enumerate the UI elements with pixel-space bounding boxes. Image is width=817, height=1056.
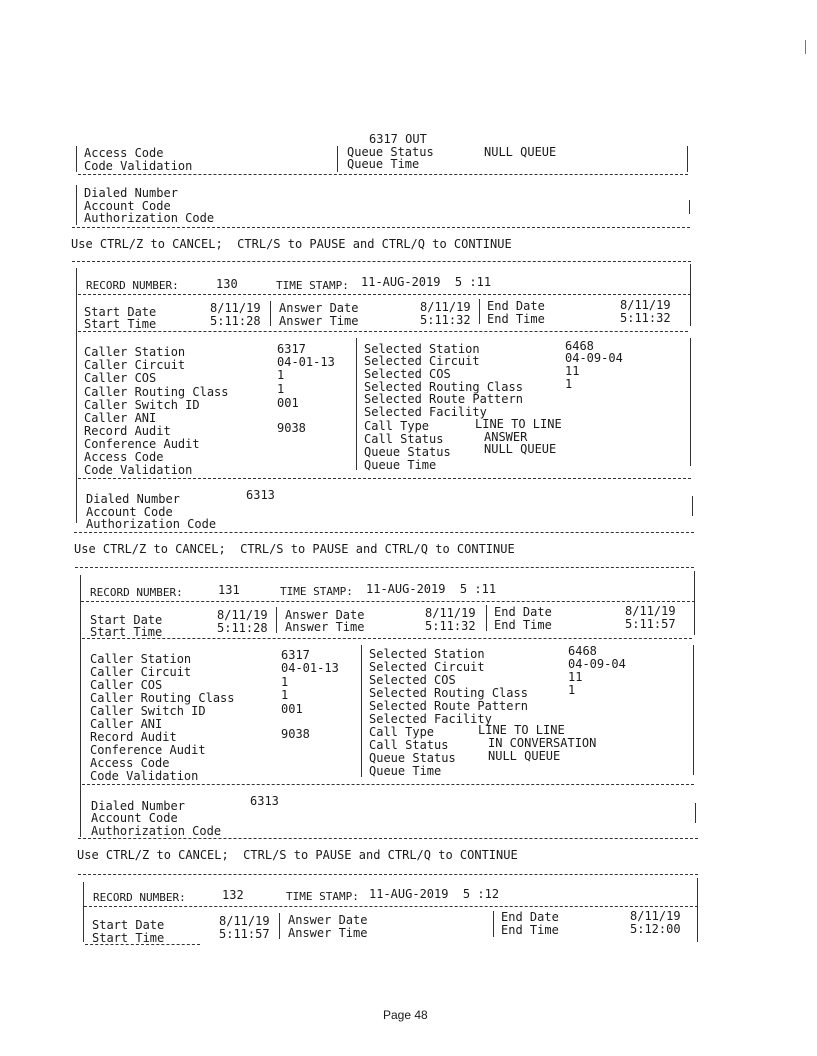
end-time: 5:11:57 [625, 617, 676, 631]
access-code-label: Access Code [84, 146, 164, 160]
vertical-rule [361, 645, 362, 777]
caller-station: 6317 [281, 648, 310, 662]
continue-prompt: Use CTRL/Z to CANCEL; CTRL/S to PAUSE and CTRL/Q to CONTINUE [74, 542, 515, 556]
record-audit-label: Record Audit [90, 730, 177, 744]
queue-status-label: Queue Status [347, 145, 434, 159]
end-time: 5:11:32 [620, 311, 671, 325]
conference-audit-label: Conference Audit [84, 437, 200, 451]
code-validation-label: Code Validation [84, 463, 193, 477]
vertical-rule [687, 146, 688, 172]
selected-cos: 11 [568, 670, 583, 684]
continue-prompt: Use CTRL/Z to CANCEL; CTRL/S to PAUSE and CTRL/Q to CONTINUE [77, 848, 518, 862]
start-date-label: Start Date [84, 305, 157, 319]
record-number: 130 [216, 277, 238, 291]
vertical-rule [689, 200, 690, 214]
call-status-label: Call Status [369, 738, 449, 752]
selected-station: 6468 [568, 644, 597, 658]
divider [81, 601, 695, 602]
start-time: 5:11:28 [210, 314, 261, 328]
end-date-label: End Date [487, 299, 545, 313]
caller-cos-label: Caller COS [84, 371, 157, 385]
time-stamp-label: TIME STAMP: [280, 585, 353, 598]
start-date: 8/11/19 [217, 608, 268, 622]
call-status: ANSWER [484, 430, 528, 444]
selected-cos-label: Selected COS [369, 673, 456, 687]
caller-routing-class-label: Caller Routing Class [84, 385, 229, 399]
vertical-rule [695, 803, 696, 823]
time-stamp: 11-AUG-2019 5 :12 [369, 887, 500, 901]
caller-circuit-label: Caller Circuit [84, 358, 186, 372]
end-time-label: End Time [501, 923, 559, 937]
time-stamp-label: TIME STAMP: [286, 890, 359, 903]
access-code-label: Access Code [90, 756, 170, 770]
authorization-code-label: Authorization Code [86, 517, 217, 531]
answer-date-label: Answer Date [288, 913, 368, 927]
queue-status-label: Queue Status [369, 751, 456, 765]
start-time-label: Start Time [92, 931, 165, 945]
scan-edge-mark [805, 40, 806, 54]
vertical-rule [76, 146, 77, 172]
selected-station: 6468 [565, 339, 594, 353]
answer-time: 5:11:32 [425, 619, 476, 633]
record-number: 131 [218, 583, 240, 597]
end-date: 8/11/19 [625, 604, 676, 618]
divider [82, 784, 694, 785]
call-status: IN CONVERSATION [488, 736, 597, 750]
divider [78, 174, 688, 175]
dialed-number-label: Dialed Number [86, 492, 180, 506]
call-type: LINE TO LINE [478, 723, 565, 737]
caller-circuit: 04-01-13 [277, 355, 335, 369]
caller-ani-label: Caller ANI [90, 717, 163, 731]
caller-ani-label: Caller ANI [84, 411, 157, 425]
record-number-label: RECORD NUMBER: [86, 279, 179, 292]
vertical-rule [486, 605, 487, 631]
caller-cos: 1 [281, 675, 289, 689]
time-stamp: 11-AUG-2019 5 :11 [361, 275, 492, 289]
caller-cos-label: Caller COS [90, 678, 163, 692]
divider [74, 532, 694, 533]
caller-routing-class: 1 [277, 382, 285, 396]
vertical-rule [80, 575, 81, 837]
authorization-code-label: Authorization Code [91, 824, 222, 838]
continue-prompt: Use CTRL/Z to CANCEL; CTRL/S to PAUSE and CTRL/Q to CONTINUE [71, 237, 512, 251]
selected-facility-label: Selected Facility [364, 405, 487, 419]
start-date-label: Start Date [90, 613, 163, 627]
end-time-label: End Time [494, 618, 552, 632]
divider [72, 261, 691, 262]
record-number-label: RECORD NUMBER: [90, 586, 183, 599]
vertical-rule [690, 264, 691, 326]
divider [78, 478, 691, 479]
time-stamp-label: TIME STAMP: [276, 279, 349, 292]
answer-date: 8/11/19 [425, 606, 476, 620]
dialed-number-label: Dialed Number [84, 186, 178, 200]
selected-circuit-label: Selected Circuit [369, 660, 485, 674]
access-code-label: Access Code [84, 450, 164, 464]
queue-time-label: Queue Time [364, 458, 437, 472]
dialed-number-label: Dialed Number [91, 799, 185, 813]
vertical-rule [694, 571, 695, 635]
call-type-label: Call Type [364, 419, 430, 433]
selected-route-pattern-label: Selected Route Pattern [364, 392, 523, 406]
selected-cos: 11 [565, 364, 580, 378]
record-number-label: RECORD NUMBER: [93, 891, 186, 904]
vertical-rule [356, 338, 357, 470]
start-time: 5:11:28 [217, 621, 268, 635]
call-type-label: Call Type [369, 725, 435, 739]
vertical-rule [279, 913, 280, 939]
caller-station-label: Caller Station [84, 345, 186, 359]
selected-routing-class-label: Selected Routing Class [364, 380, 523, 394]
vertical-rule [76, 268, 77, 523]
answer-time-label: Answer Time [285, 620, 365, 634]
answer-time: 5:11:32 [420, 313, 471, 327]
dialed-number: 6313 [250, 794, 279, 808]
caller-circuit: 04-01-13 [281, 661, 339, 675]
answer-time-label: Answer Time [279, 314, 359, 328]
dialed-number: 6313 [246, 488, 275, 502]
caller-switch-id: 001 [277, 396, 299, 410]
divider [85, 944, 200, 945]
account-code-label: Account Code [91, 811, 178, 825]
selected-routing-class: 1 [568, 683, 576, 697]
selected-circuit: 04-09-04 [568, 657, 626, 671]
vertical-rule [690, 338, 691, 466]
caller-switch-id: 001 [281, 702, 303, 716]
start-date: 8/11/19 [219, 914, 270, 928]
vertical-rule [76, 185, 77, 225]
answer-date-label: Answer Date [285, 608, 365, 622]
divider [78, 874, 698, 875]
caller-switch-id-label: Caller Switch ID [90, 704, 206, 718]
queue-time-label: Queue Time [347, 157, 420, 171]
page-number: Page 48 [383, 1008, 428, 1022]
start-date: 8/11/19 [210, 301, 261, 315]
divider [75, 567, 694, 568]
queue-status: NULL QUEUE [488, 749, 561, 763]
selected-station-label: Selected Station [369, 647, 485, 661]
vertical-rule [337, 146, 338, 172]
answer-time-label: Answer Time [288, 926, 368, 940]
selected-circuit: 04-09-04 [565, 351, 623, 365]
queue-status-value: NULL QUEUE [484, 145, 557, 159]
authorization-code-label: Authorization Code [84, 211, 215, 225]
end-date-label: End Date [501, 910, 559, 924]
record-audit: 9038 [277, 421, 306, 435]
answer-date: 8/11/19 [420, 300, 471, 314]
vertical-rule [493, 911, 494, 937]
vertical-rule [479, 299, 480, 324]
selected-routing-class-label: Selected Routing Class [369, 686, 528, 700]
caller-routing-class-label: Caller Routing Class [90, 691, 235, 705]
record-audit-label: Record Audit [84, 424, 171, 438]
caller-cos: 1 [277, 368, 285, 382]
answer-date-label: Answer Date [279, 301, 359, 315]
divider [84, 906, 698, 907]
queue-status: NULL QUEUE [484, 442, 557, 456]
divider [78, 331, 688, 332]
vertical-rule [270, 301, 271, 326]
caller-circuit-label: Caller Circuit [90, 665, 192, 679]
vertical-rule [276, 607, 277, 633]
account-code-label: Account Code [86, 505, 173, 519]
caller-station-label: Caller Station [90, 652, 192, 666]
selected-circuit-label: Selected Circuit [364, 354, 480, 368]
queue-time-label: Queue Time [369, 764, 442, 778]
selected-cos-label: Selected COS [364, 367, 451, 381]
end-time: 5:12:00 [630, 922, 681, 936]
record-audit: 9038 [281, 727, 310, 741]
conference-audit-label: Conference Audit [90, 743, 206, 757]
vertical-rule [83, 882, 84, 942]
start-time-label: Start Time [84, 317, 157, 331]
end-date: 8/11/19 [630, 909, 681, 923]
code-validation-label: Code Validation [90, 769, 199, 783]
caller-routing-class: 1 [281, 688, 289, 702]
vertical-rule [693, 645, 694, 775]
queue-status-label: Queue Status [364, 445, 451, 459]
time-stamp: 11-AUG-2019 5 :11 [366, 582, 497, 596]
record-number: 132 [222, 888, 244, 902]
selected-route-pattern-label: Selected Route Pattern [369, 699, 528, 713]
divider [78, 294, 691, 295]
caller-station: 6317 [277, 342, 306, 356]
divider [72, 227, 690, 228]
start-time: 5:11:57 [219, 927, 270, 941]
account-code-label: Account Code [84, 199, 171, 213]
end-date: 8/11/19 [620, 298, 671, 312]
start-time-label: Start Time [90, 625, 163, 639]
vertical-rule [697, 878, 698, 942]
end-time-label: End Time [487, 312, 545, 326]
call-status-label: Call Status [364, 432, 444, 446]
caller-switch-id-label: Caller Switch ID [84, 398, 200, 412]
divider [82, 638, 692, 639]
selected-routing-class: 1 [565, 377, 573, 391]
call-type: LINE TO LINE [475, 417, 562, 431]
code-validation-label: Code Validation [84, 159, 193, 173]
start-date-label: Start Date [92, 918, 165, 932]
vertical-rule [692, 496, 693, 516]
selected-facility-label: Selected Facility [369, 712, 492, 726]
divider [78, 838, 698, 839]
caller-station-out: 6317 OUT [369, 132, 427, 146]
selected-station-label: Selected Station [364, 342, 480, 356]
end-date-label: End Date [494, 605, 552, 619]
